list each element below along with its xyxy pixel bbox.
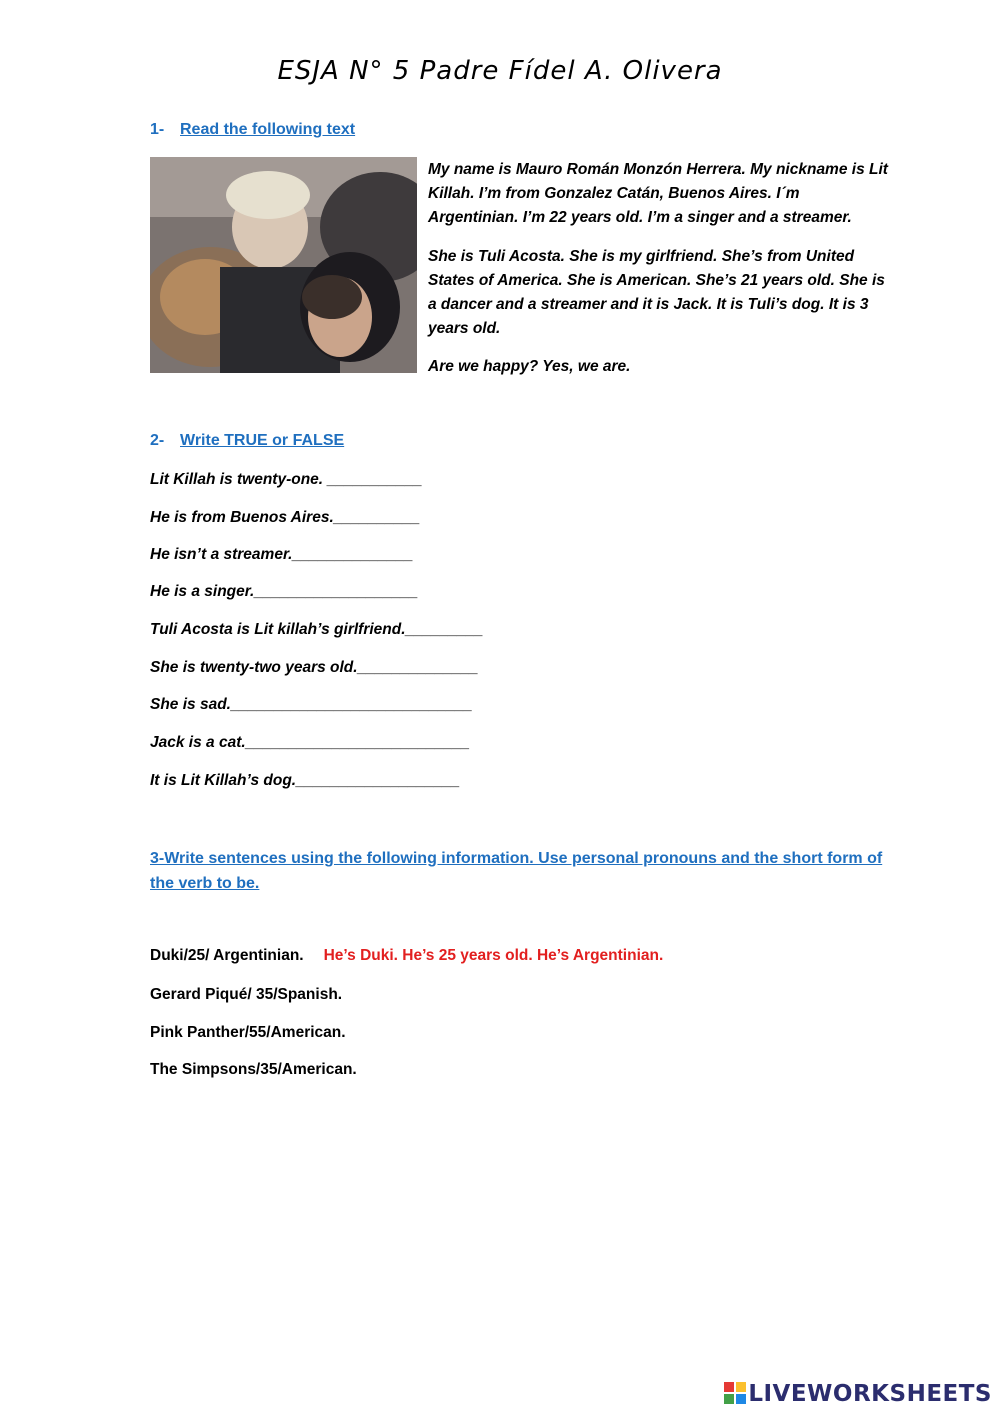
section3-heading: 3-Write sentences using the following information. Use personal pronouns and the short form of the verb to be. xyxy=(150,850,883,892)
photo xyxy=(150,157,417,373)
true-false-item: She is twenty-two years old.______________ xyxy=(150,659,479,676)
section1-heading xyxy=(150,121,355,139)
sentence-prompt: Pink Panther/55/American. xyxy=(150,1024,346,1041)
sentence-row xyxy=(150,947,663,965)
true-false-item: Tuli Acosta is Lit killah’s girlfriend._________ xyxy=(150,621,484,638)
true-false-item: Jack is a cat.__________________________ xyxy=(150,734,470,751)
true-false-item: Lit Killah is twenty-one. ___________ xyxy=(150,471,423,488)
section2-heading-text: Write TRUE or FALSE xyxy=(180,432,345,449)
sentence-row xyxy=(150,986,342,1004)
reading-paragraph-3: Are we happy? Yes, we are. xyxy=(428,358,631,375)
true-false-item: He isn’t a streamer.______________ xyxy=(150,546,414,563)
sentence-prompt: Gerard Piqué/ 35/Spanish. xyxy=(150,986,343,1003)
page-title: ESJA N° 5 Padre Fídel A. Olivera xyxy=(277,56,723,86)
sentence-row xyxy=(150,1061,357,1079)
true-false-item: She is sad.____________________________ xyxy=(150,696,473,713)
section2-number: 2- xyxy=(150,432,165,449)
section1-number: 1- xyxy=(150,121,165,138)
reading-paragraph-1: My name is Mauro Román Monzón Herrera. My nickname is Lit Killah. I’m from Gonzalez Catán, Buenos Aires. I´m Argentinian. I’m 22 years old. I’m a singer and a streamer. xyxy=(428,161,888,226)
section2-heading xyxy=(150,432,344,450)
sentence-row xyxy=(150,1024,346,1042)
liveworksheets-logo xyxy=(724,1380,992,1408)
true-false-item: He is a singer.___________________ xyxy=(150,583,419,600)
example-answer: He’s Duki. He’s 25 years old. He’s Argentinian. xyxy=(323,947,664,964)
reading-paragraph-2: She is Tuli Acosta. She is my girlfriend. She’s from United States of America. She is American. She’s 21 years old. She is a dancer and a streamer and it is Jack. It is Tuli’s dog. It is 3 years old. xyxy=(428,248,885,337)
true-false-item: He is from Buenos Aires.__________ xyxy=(150,509,420,526)
section1-heading-text: Read the following text xyxy=(180,121,356,138)
logo-icon xyxy=(724,1382,746,1406)
logo-text: LIVEWORKSHEETS xyxy=(748,1381,992,1407)
sentence-prompt: The Simpsons/35/American. xyxy=(150,1061,357,1078)
sentence-prompt: Duki/25/ Argentinian. xyxy=(150,947,304,964)
true-false-item: It is Lit Killah’s dog.___________________ xyxy=(150,772,460,789)
photo-illustration xyxy=(150,157,417,373)
